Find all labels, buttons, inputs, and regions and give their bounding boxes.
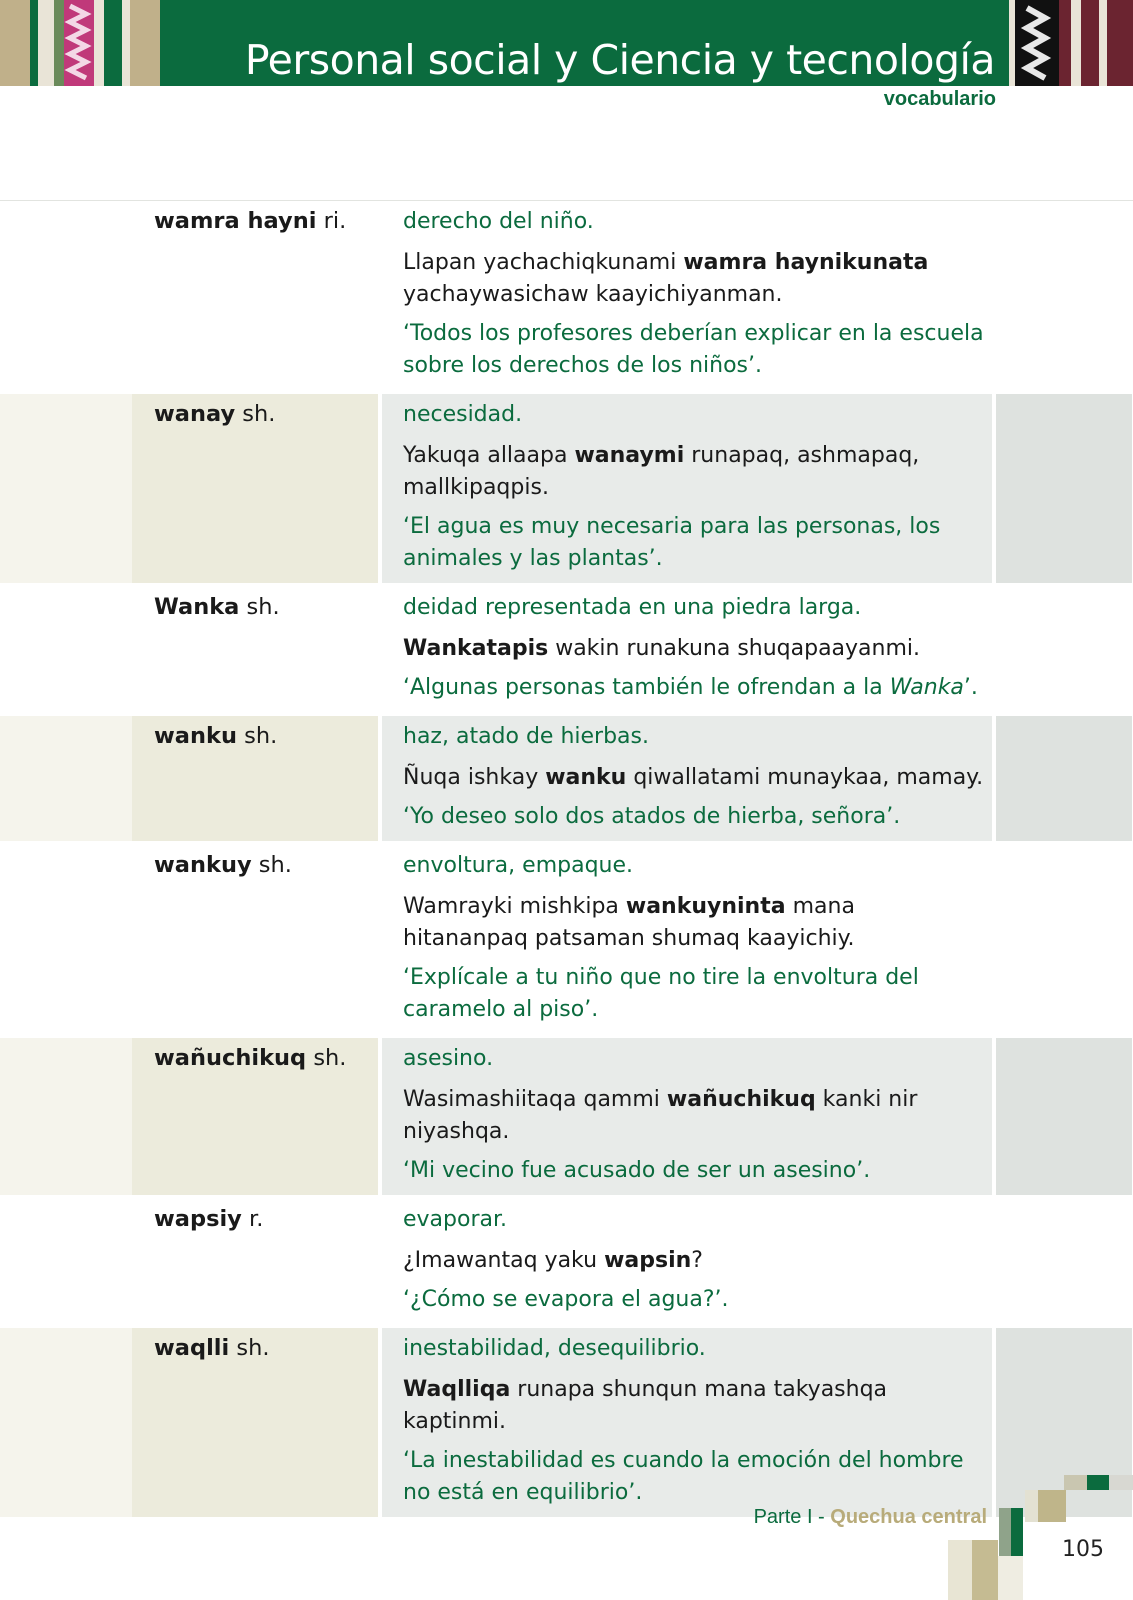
bold-term: wapsin xyxy=(604,1248,692,1273)
text-run: ‘Algunas personas también le ofrendan a la xyxy=(403,675,890,700)
quechua-example xyxy=(403,247,984,311)
quechua-example xyxy=(403,891,984,955)
vocab-entry xyxy=(0,716,1133,845)
spanish-translation xyxy=(403,1155,984,1187)
text-run: qiwallatami munaykaa, mamay. xyxy=(626,765,984,790)
meaning: envoltura, empaque. xyxy=(403,853,634,878)
text-run: ‘Mi vecino fue acusado de ser un asesino’. xyxy=(403,1158,871,1183)
headword: wankuy sh. xyxy=(154,852,292,878)
meaning: asesino. xyxy=(403,1046,494,1071)
meaning: derecho del niño. xyxy=(403,209,594,234)
meaning: deidad representada en una piedra larga. xyxy=(403,595,862,620)
vocab-entry xyxy=(0,1199,1133,1328)
definition-block xyxy=(382,716,992,841)
bold-term: Wankatapis xyxy=(403,636,549,661)
vocab-entry xyxy=(0,394,1133,587)
vocab-entry xyxy=(0,1038,1133,1199)
left-pattern-band xyxy=(0,0,160,86)
italic-term: Wanka xyxy=(889,675,964,700)
headword: wanay sh. xyxy=(132,394,378,583)
page-header xyxy=(0,0,1133,110)
vocab-entry xyxy=(0,201,1133,394)
headword: wapsiy r. xyxy=(154,1206,264,1232)
quechua-example xyxy=(403,1245,984,1277)
right-pattern-band xyxy=(1009,0,1133,86)
spanish-translation xyxy=(403,318,984,382)
text-run: runapaq, ashmapaq, mallkipaqpis. xyxy=(403,443,920,500)
vocabulary-list xyxy=(0,201,1133,1521)
text-run: kanki nir niyashqa. xyxy=(403,1087,918,1144)
page-title: Personal social y Ciencia y tecnología xyxy=(244,36,995,84)
text-run: Wasimashiitaqa qammi xyxy=(403,1087,667,1112)
definition-block xyxy=(382,394,992,583)
section-label: vocabulario xyxy=(883,88,996,110)
text-run: ‘Yo deseo solo dos atados de hierba, señora’. xyxy=(403,804,901,829)
text-run: ¿Imawantaq yaku xyxy=(403,1248,605,1273)
bold-term: wañuchikuq xyxy=(666,1087,816,1112)
headword: Wanka sh. xyxy=(154,594,280,620)
quechua-example xyxy=(403,762,984,794)
meaning: inestabilidad, desequilibrio. xyxy=(403,1336,706,1361)
spanish-translation xyxy=(403,1445,984,1509)
definition-block xyxy=(382,201,992,390)
bold-term: wanku xyxy=(545,765,627,790)
vocab-entry xyxy=(0,587,1133,716)
footer-part-label: Parte I - Quechua central xyxy=(753,1506,987,1528)
text-run: mana hitananpaq patsaman shumaq kaayichiy. xyxy=(403,894,855,951)
spanish-translation xyxy=(403,801,984,833)
title-banner xyxy=(160,0,1009,86)
definition-block xyxy=(382,587,992,712)
zigzag-pattern-icon xyxy=(64,0,94,86)
definition-block xyxy=(382,1199,992,1324)
bold-term: wankuyninta xyxy=(625,894,786,919)
bold-term: wanaymi xyxy=(574,443,685,468)
text-run: Yakuqa allaapa xyxy=(403,443,575,468)
spanish-translation xyxy=(403,962,984,1026)
quechua-example xyxy=(403,440,984,504)
quechua-example xyxy=(403,633,984,665)
text-run: yachaywasichaw kaayichiyanman. xyxy=(403,282,783,307)
zigzag-pattern-icon xyxy=(1015,0,1059,86)
meaning: evaporar. xyxy=(403,1207,508,1232)
text-run: ’. xyxy=(963,675,978,700)
text-run: ‘Todos los profesores deberían explicar en la escuela sobre los derechos de los niños’. xyxy=(403,321,984,378)
text-run: Llapan yachachiqkunami xyxy=(403,250,684,275)
text-run: ? xyxy=(691,1248,703,1273)
quechua-example xyxy=(403,1084,984,1148)
bold-term: wamra haynikunata xyxy=(683,250,929,275)
text-run: ‘El agua es muy necesaria para las personas, los animales y las plantas’. xyxy=(403,514,941,571)
spanish-translation xyxy=(403,511,984,575)
text-run: ‘La inestabilidad es cuando la emoción del hombre no está en equilibrio’. xyxy=(403,1448,964,1505)
bold-term: Waqlliqa xyxy=(403,1377,511,1402)
headword: wamra hayni ri. xyxy=(154,208,347,234)
definition-block xyxy=(382,1328,992,1517)
text-run: Wamrayki mishkipa xyxy=(403,894,626,919)
quechua-example xyxy=(403,1374,984,1438)
definition-block xyxy=(382,845,992,1034)
meaning: haz, atado de hierbas. xyxy=(403,724,649,749)
text-run: ‘Explícale a tu niño que no tire la envoltura del caramelo al piso’. xyxy=(403,965,919,1022)
text-run: runapa shunqun mana takyashqa kaptinmi. xyxy=(403,1377,888,1434)
page-number: 105 xyxy=(1062,1537,1104,1562)
headword: wañuchikuq sh. xyxy=(132,1038,378,1195)
text-run: Ñuqa ishkay xyxy=(403,765,546,790)
vocab-entry xyxy=(0,845,1133,1038)
text-run: ‘¿Cómo se evapora el agua?’. xyxy=(403,1287,729,1312)
spanish-translation xyxy=(403,1284,984,1316)
text-run: wakin runakuna shuqapaayanmi. xyxy=(548,636,921,661)
headword: wanku sh. xyxy=(132,716,378,841)
vocab-entry xyxy=(0,1328,1133,1521)
headword: waqlli sh. xyxy=(132,1328,378,1517)
definition-block xyxy=(382,1038,992,1195)
spanish-translation xyxy=(403,672,984,704)
meaning: necesidad. xyxy=(403,402,523,427)
